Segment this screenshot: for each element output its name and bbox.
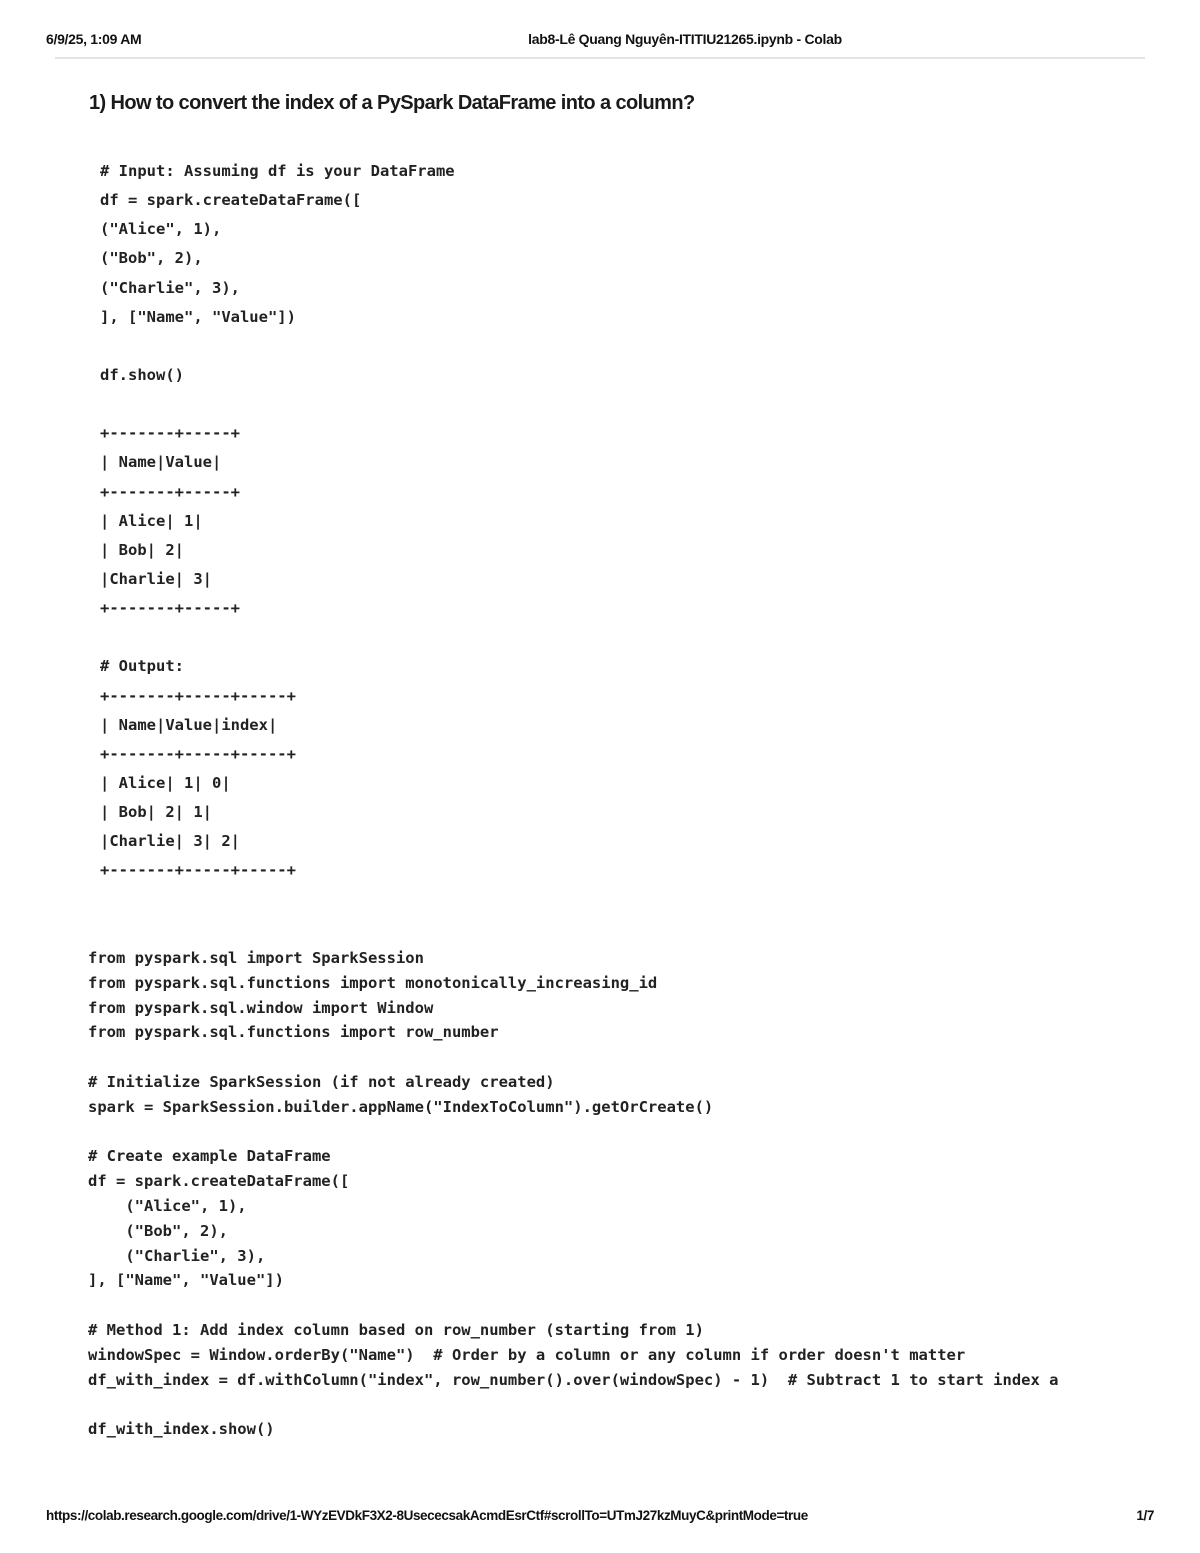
- code-line: from pyspark.sql.functions import row_number: [88, 1023, 499, 1042]
- page-number: 1/7: [1136, 1508, 1154, 1523]
- code-line: [88, 1045, 1144, 1070]
- markdown-code-line: +-------+-----+: [100, 482, 240, 501]
- markdown-code-line: |Charlie| 3| 2|: [100, 832, 240, 851]
- markdown-code-block: [100, 157, 455, 886]
- markdown-code-line: df.show(): [100, 365, 184, 384]
- code-line: from pyspark.sql.functions import monotonically_increasing_id: [88, 973, 658, 992]
- markdown-code-line: # Output:: [100, 657, 184, 676]
- code-line: # Create example DataFrame: [88, 1147, 331, 1166]
- markdown-code-line: +-------+-----+-----+: [100, 861, 296, 880]
- code-line: spark = SparkSession.builder.appName("IndexToColumn").getOrCreate(): [88, 1097, 714, 1116]
- page-header-title: lab8-Lê Quang Nguyên-ITITIU21265.ipynb - Colab: [528, 31, 842, 47]
- code-line: df = spark.createDataFrame([: [88, 1172, 350, 1191]
- markdown-code-line: # Input: Assuming df is your DataFrame: [100, 162, 455, 180]
- markdown-code-line: | Alice| 1|: [100, 511, 203, 530]
- code-cell[interactable]: [88, 946, 1144, 1442]
- section-heading: 1) How to convert the index of a PySpark DataFrame into a column?: [89, 92, 695, 114]
- markdown-code-line: +-------+-----+-----+: [100, 686, 296, 705]
- markdown-code-line: +-------+-----+-----+: [100, 744, 296, 763]
- markdown-code-line: [100, 623, 455, 652]
- code-line: from pyspark.sql.window import Window: [88, 998, 434, 1017]
- markdown-code-line: ], ["Name", "Value"]): [100, 307, 296, 326]
- code-line: from pyspark.sql import SparkSession: [88, 949, 424, 967]
- code-line: df_with_index = df.withColumn("index", row_number().over(windowSpec) - 1) # Subtract 1 to start index a: [88, 1370, 1059, 1389]
- markdown-code-line: | Name|Value|index|: [100, 715, 278, 734]
- page-header-datetime: 6/9/25, 1:09 AM: [46, 31, 142, 47]
- markdown-code-line: |Charlie| 3|: [100, 569, 212, 588]
- markdown-code-line: | Bob| 2| 1|: [100, 803, 212, 822]
- markdown-code-line: | Bob| 2|: [100, 540, 184, 559]
- code-line: [88, 1392, 1144, 1417]
- code-line: [88, 1293, 1144, 1318]
- code-line: windowSpec = Window.orderBy("Name") # Order by a column or any column if order doesn't matter: [88, 1345, 966, 1364]
- code-line: # Initialize SparkSession (if not already created): [88, 1072, 555, 1091]
- markdown-code-line: ("Alice", 1),: [100, 220, 222, 239]
- code-line: [88, 1120, 1144, 1145]
- markdown-code-line: +-------+-----+: [100, 424, 240, 443]
- markdown-code-line: | Alice| 1| 0|: [100, 773, 231, 792]
- header-divider: [55, 57, 1145, 59]
- code-line: ("Bob", 2),: [88, 1221, 228, 1240]
- markdown-code-line: ("Bob", 2),: [100, 249, 203, 268]
- code-line: # Method 1: Add index column based on row_number (starting from 1): [88, 1320, 704, 1339]
- markdown-code-line: df = spark.createDataFrame([: [100, 191, 362, 210]
- markdown-code-line: [100, 332, 455, 361]
- markdown-code-line: +-------+-----+: [100, 599, 240, 618]
- markdown-code-line: [100, 390, 455, 419]
- code-line: df_with_index.show(): [88, 1420, 275, 1439]
- markdown-code-line: ("Charlie", 3),: [100, 278, 240, 297]
- code-line: ], ["Name", "Value"]): [88, 1271, 284, 1290]
- markdown-code-line: | Name|Value|: [100, 453, 222, 472]
- code-line: ("Charlie", 3),: [88, 1246, 266, 1265]
- code-line: ("Alice", 1),: [88, 1196, 247, 1215]
- page-footer-url[interactable]: https://colab.research.google.com/drive/1-WYzEVDkF3X2-8UsececsakAcmdEsrCtf#scrollTo=UTmJ27kzMuyC&printMode=true: [46, 1508, 808, 1523]
